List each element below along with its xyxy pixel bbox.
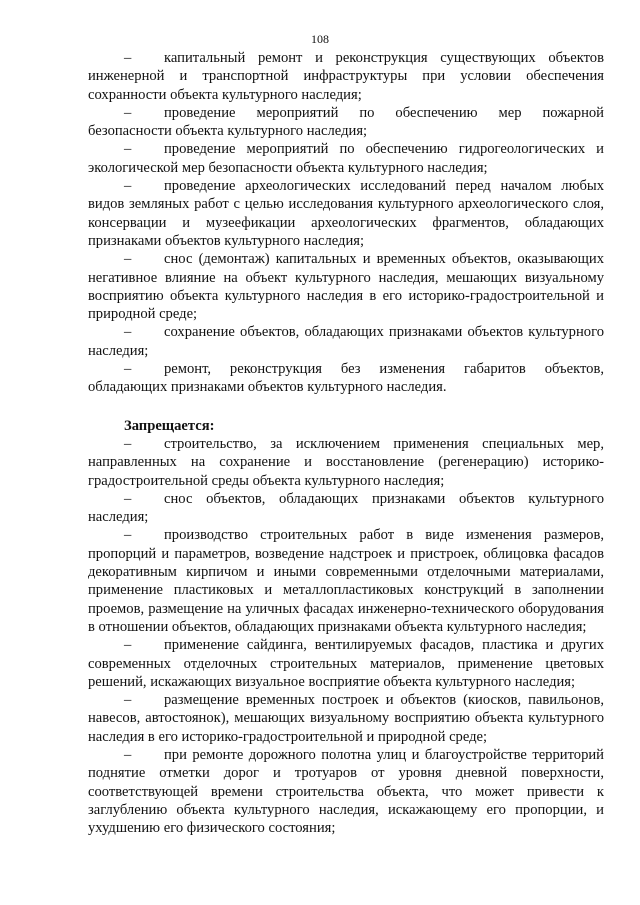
dash-marker: –: [124, 692, 132, 709]
list-item: [88, 636, 604, 691]
prohibited-heading: Запрещается:: [124, 417, 215, 434]
permitted-list: [88, 49, 604, 397]
dash-marker: –: [124, 251, 132, 268]
list-item-text: строительство, за исключением применения специальных мер, направленных на сохранение и восстановление (регенерацию) историко-градостроительной среды объекта культурного наследия;: [88, 435, 604, 489]
list-item-text: проведение мероприятий по обеспечению гидрогеологических и экологической мер безопасности объекта культурного наследия;: [88, 141, 604, 176]
dash-marker: –: [124, 104, 132, 121]
dash-marker: –: [124, 178, 132, 195]
dash-marker: –: [124, 50, 132, 66]
list-item: [88, 746, 604, 837]
dash-marker: –: [124, 435, 132, 452]
list-item-text: снос (демонтаж) капитальных и временных объектов, оказывающих негативное влияние на объект культурного наследия, мешающих визуальному восприятию объекта культурного наследия в его историко-градостроительной и природной среде;: [88, 251, 604, 323]
list-item-text: размещение временных построек и объектов (киосков, павильонов, навесов, автостоянок), мешающих визуальному восприятию объекта культурного наследия в его историко-градостроительной и природной среде;: [88, 692, 604, 745]
list-item-text: проведение археологических исследований перед началом любых видов земляных работ с целью исследования культурного археологического слоя, консервации и музеефикации археологических фрагментов, обладающих признаками объектов культурного наследия;: [88, 178, 604, 249]
list-item-text: снос объектов, обладающих признаками объектов культурного наследия;: [88, 490, 604, 526]
list-item: [88, 526, 604, 636]
list-item: [88, 490, 604, 527]
list-item: [88, 104, 604, 141]
list-item: [88, 691, 604, 746]
page-number: 108: [311, 32, 329, 46]
dash-marker: –: [124, 637, 132, 654]
list-item: [88, 360, 604, 397]
list-item-text: при ремонте дорожного полотна улиц и благоустройстве территорий поднятие отметки дорог и тротуаров от уровня дневной поверхности, соответствующей времени строительства объекта, что может привести к заглублению объекта культурного наследия, искажающему его пропорции, и ухудшению его физического состояния;: [88, 746, 604, 837]
dash-marker: –: [124, 141, 132, 158]
list-item: [88, 435, 604, 490]
list-item: [88, 323, 604, 360]
list-item-text: капитальный ремонт и реконструкция существующих объектов инженерной и транспортной инфраструктуры при условии обеспечения сохранности объекта культурного наследия;: [88, 50, 604, 103]
dash-marker: –: [124, 527, 132, 544]
prohibited-list: [88, 435, 604, 838]
list-item-text: применение сайдинга, вентилируемых фасадов, пластика и других современных отделочных строительных материалов, применение цветовых решений, искажающих визуальное восприятие объекта культурного наследия;: [88, 637, 604, 690]
list-item: [88, 49, 604, 104]
list-item-text: проведение мероприятий по обеспечению мер пожарной безопасности объекта культурного наследия;: [88, 104, 604, 140]
dash-marker: –: [124, 361, 132, 378]
list-item: [88, 250, 604, 323]
list-item: [88, 140, 604, 177]
dash-marker: –: [124, 746, 132, 763]
dash-marker: –: [124, 490, 132, 507]
dash-marker: –: [124, 324, 132, 341]
document-body: [88, 49, 604, 837]
list-item-text: ремонт, реконструкция без изменения габаритов объектов, обладающих признаками объектов культурного наследия.: [88, 361, 604, 396]
list-item-text: сохранение объектов, обладающих признаками объектов культурного наследия;: [88, 324, 604, 359]
list-item: [88, 177, 604, 250]
list-item-text: производство строительных работ в виде изменения размеров, пропорций и параметров, возведение надстроек и пристроек, облицовка фасадов декоративным кирпичом и иными современными отделочными материалами, применение пластиковых и металлопластиковых конструкций в заполнении проемов, размещение на уличных фасадах инженерно-технического оборудования в отношении объектов, обладающих признаками объекта культурного наследия;: [88, 527, 604, 635]
